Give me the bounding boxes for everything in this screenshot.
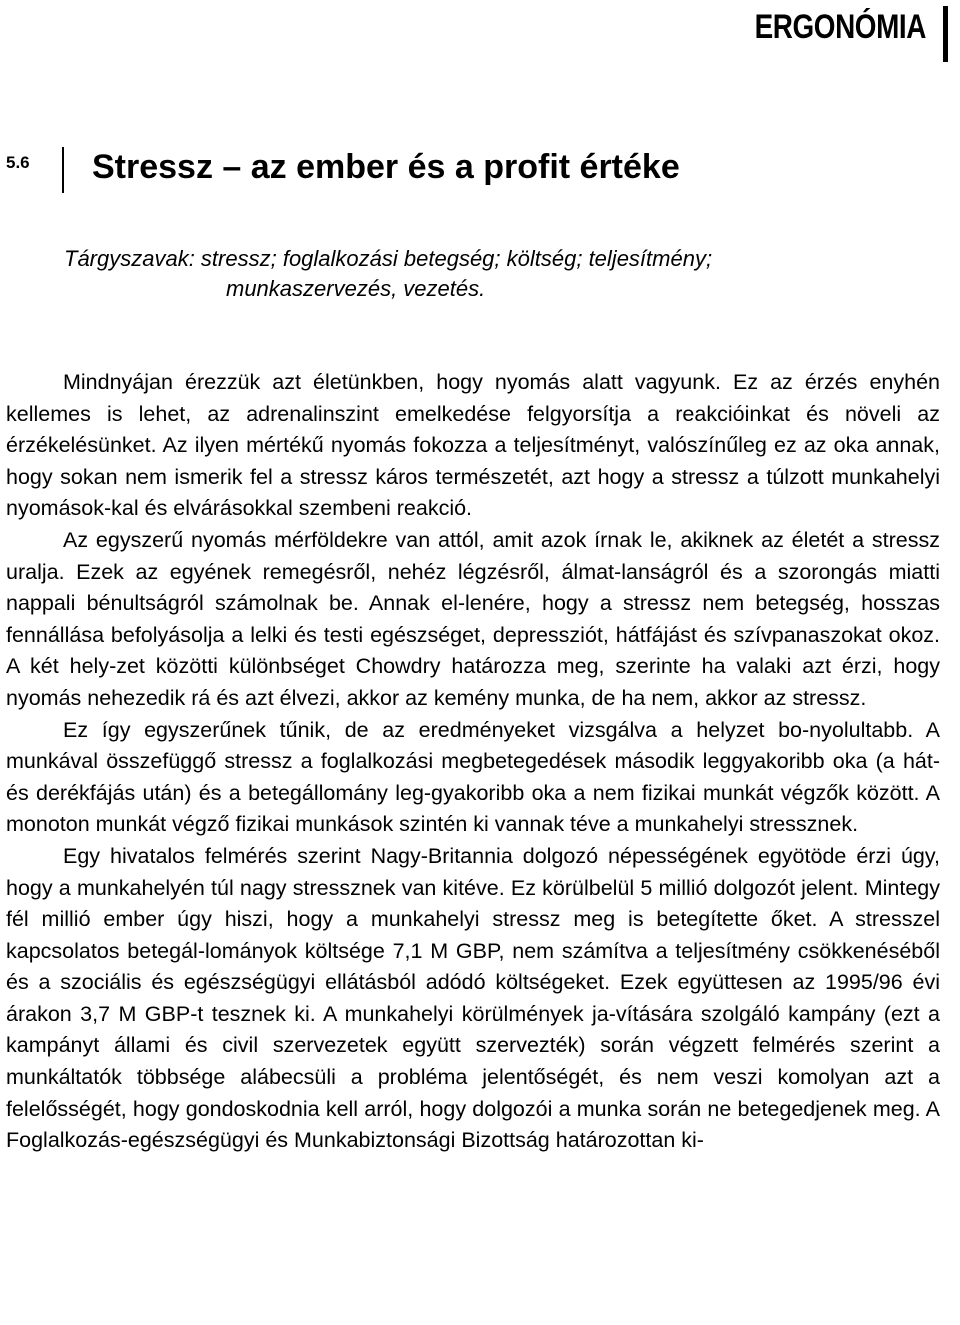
paragraph: Egy hivatalos felmérés szerint Nagy-Britannia dolgozó népességének egyötöde érzi úgy, hogy a munkahelyén túl nagy stressznek van kitéve. Ez körülbelül 5 millió dolgozót jelent. Mintegy fél millió ember úgy hiszi, hogy a munkahelyi stressz meg is betegítette őket. A stresszel kapcsolatos betegál-lományok költsége 7,1 M GBP, nem számítva a teljesítmény csökkenéséből és a szociális és egészségügyi ellátásból adódó költségeket. Ezek együttesen az 1995/96 évi árakon 3,7 M GBP-t tesznek ki. A munkahelyi körülmények ja-vítására szolgáló kampány (ezt a kampányt állami és civil szervezetek együtt szervezték) során végzett felmérés szerint a munkáltatók többsége alábecsüli a probléma jelentőségét, és nem veszi komolyan azt a felelősségét, hogy gondoskodnia kell arról, hogy dolgozói a munka során ne betegedjenek meg. A Foglalkozás-egészségügyi és Munkabiztonsági Bizottság határozottan ki- (6, 843, 940, 1153)
keywords-line-2: munkaszervezés, vezetés. (226, 276, 486, 301)
running-header: ERGONÓMIA (754, 8, 926, 46)
keywords-line-1: Tárgyszavak: stressz; foglalkozási betegség; költség; teljesítmény; (64, 246, 713, 271)
section-number: 5.6 (6, 153, 30, 172)
section-title: Stressz – az ember és a profit értéke (92, 148, 680, 186)
keywords (64, 244, 924, 304)
article-body (6, 367, 940, 1157)
paragraph: Ez így egyszerűnek tűnik, de az eredményeket vizsgálva a helyzet bo-nyolultabb. A munkával összefüggő stressz a foglalkozási megbetegedések második leggyakoribb oka (a hát- és derékfájás után) és a betegállomány leg-gyakoribb oka a nem fizikai munkát végzők között. A monoton munkát végző fizikai munkások szintén ki vannak téve a munkahelyi stressznek. (6, 717, 940, 837)
paragraph: Az egyszerű nyomás mérföldekre van attól, amit azok írnak le, akiknek az életét a stressz uralja. Ezek az egyének remegésről, nehéz légzésről, álmat-lanságról és a szorongás miatti nappali bénultságról számolnak be. Annak el-lenére, hogy a stressz nem betegség, hosszas fennállása befolyásolja a lelki és testi egészséget, depressziót, hátfájást és szívpanaszokat okoz. A két hely-zet közötti különbséget Chowdry határozza meg, szerinte ha valaki azt érzi, hogy nyomás nehezedik rá és azt élvezi, akkor az kemény munka, de ha nem, akkor az stressz. (6, 527, 940, 710)
header-rule (943, 6, 948, 62)
paragraph: Mindnyájan érezzük azt életünkben, hogy nyomás alatt vagyunk. Ez az érzés enyhén kellemes is lehet, az adrenalinszint emelkedése felgyorsítja a reakcióinkat és növeli az érzékelésünket. Az ilyen mértékű nyomás fokozza a teljesítményt, valószínűleg ez az oka annak, hogy sokan nem ismerik fel a stressz káros természetét, azt hogy a stressz a túlzott munkahelyi nyomások-kal és elvárásokkal szembeni reakció. (6, 370, 940, 521)
section-divider (62, 147, 64, 193)
